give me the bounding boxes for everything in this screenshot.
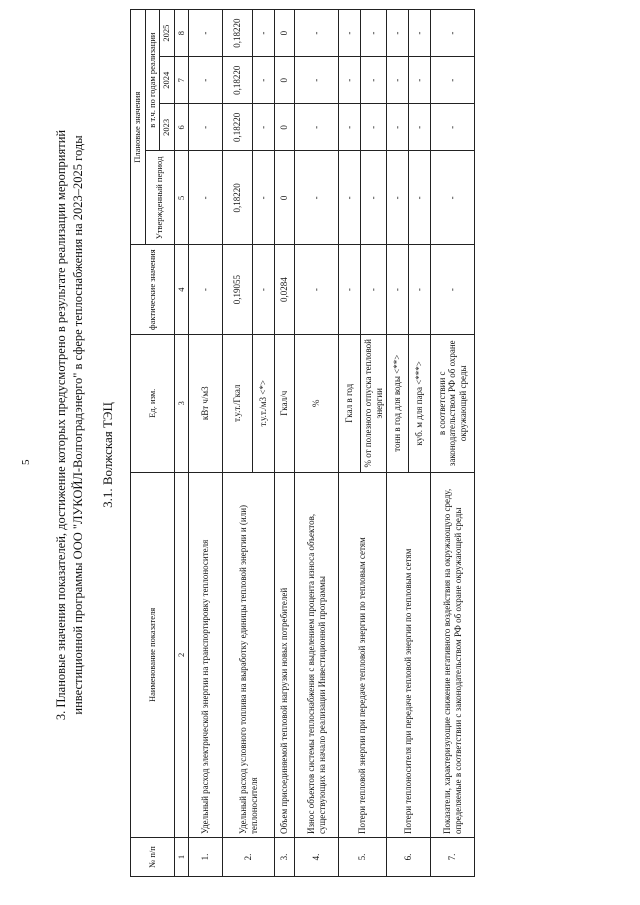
header-row-1 bbox=[131, 10, 146, 877]
approved-value: 0,18220 bbox=[223, 151, 253, 245]
header-by-years: в т.ч. по годам реализации bbox=[145, 10, 160, 151]
value-2024: - bbox=[189, 57, 223, 104]
value-2023: - bbox=[361, 104, 387, 151]
unit-cell: % bbox=[295, 334, 339, 472]
header-year-2025: 2025 bbox=[160, 10, 175, 57]
value-2024: - bbox=[409, 57, 431, 104]
table-row bbox=[339, 10, 361, 877]
unit-cell: % от полезного отпуска тепловой энергии bbox=[361, 334, 387, 472]
header-actual: фактические значения bbox=[131, 245, 175, 334]
actual-value: - bbox=[387, 245, 409, 334]
actual-value: - bbox=[431, 245, 475, 334]
col-number: 2 bbox=[174, 472, 189, 837]
actual-value: - bbox=[361, 245, 387, 334]
table-row bbox=[189, 10, 223, 877]
unit-cell: тонн в год для воды <**> bbox=[387, 334, 409, 472]
value-2025: - bbox=[295, 10, 339, 57]
row-num: 6. bbox=[387, 838, 431, 877]
value-2024: - bbox=[253, 57, 275, 104]
col-number: 8 bbox=[174, 10, 189, 57]
page-number: 5 bbox=[20, 459, 32, 465]
actual-value: - bbox=[409, 245, 431, 334]
col-number: 5 bbox=[174, 151, 189, 245]
value-2024: 0 bbox=[275, 57, 295, 104]
value-2024: 0,18220 bbox=[223, 57, 253, 104]
approved-value: - bbox=[387, 151, 409, 245]
approved-value: - bbox=[189, 151, 223, 245]
actual-value: - bbox=[295, 245, 339, 334]
actual-value: 0,0284 bbox=[275, 245, 295, 334]
value-2025: - bbox=[387, 10, 409, 57]
col-number: 6 bbox=[174, 104, 189, 151]
value-2024: - bbox=[339, 57, 361, 104]
header-unit: Ед. изм. bbox=[131, 334, 175, 472]
row-num: 1. bbox=[189, 838, 223, 877]
indicator-name: Потери теплоносителя при передаче тепловой энергии по тепловым сетям bbox=[387, 472, 431, 837]
unit-cell: куб. м для пара <***> bbox=[409, 334, 431, 472]
value-2024: - bbox=[431, 57, 475, 104]
col-number: 3 bbox=[174, 334, 189, 472]
indicator-name: Удельный расход условного топлива на выработку единицы тепловой энергии и (или) теплоносителя bbox=[223, 472, 275, 837]
approved-value: - bbox=[431, 151, 475, 245]
actual-value: - bbox=[189, 245, 223, 334]
value-2023: - bbox=[387, 104, 409, 151]
approved-value: - bbox=[361, 151, 387, 245]
indicator-name: Удельный расход электрической энергии на транспортировку теплоносителя bbox=[189, 472, 223, 837]
value-2023: - bbox=[295, 104, 339, 151]
col-number: 4 bbox=[174, 245, 189, 334]
approved-value: 0 bbox=[275, 151, 295, 245]
value-2023: - bbox=[189, 104, 223, 151]
header-planned-group: Плановые значения bbox=[131, 10, 146, 246]
value-2024: - bbox=[361, 57, 387, 104]
header-approved: Утвержденный период bbox=[145, 151, 174, 245]
value-2025: - bbox=[189, 10, 223, 57]
value-2024: - bbox=[295, 57, 339, 104]
unit-cell: в соответствии с законодательством РФ об охране окружающей среды bbox=[431, 334, 475, 472]
value-2025: - bbox=[253, 10, 275, 57]
unit-cell: Гкал в год bbox=[339, 334, 361, 472]
actual-value: - bbox=[253, 245, 275, 334]
table-row bbox=[223, 10, 253, 877]
value-2023: - bbox=[409, 104, 431, 151]
row-num: 7. bbox=[431, 838, 475, 877]
value-2023: 0,18220 bbox=[223, 104, 253, 151]
row-num: 5. bbox=[339, 838, 387, 877]
approved-value: - bbox=[295, 151, 339, 245]
header-year-2023: 2023 bbox=[160, 104, 175, 151]
value-2025: 0,18220 bbox=[223, 10, 253, 57]
indicator-name: Износ объектов системы теплоснабжения с выделением процента износа объектов, существующих на начало реализации Инвестиционной программы bbox=[295, 472, 339, 837]
header-year-2024: 2024 bbox=[160, 57, 175, 104]
actual-value: - bbox=[339, 245, 361, 334]
value-2025: - bbox=[431, 10, 475, 57]
approved-value: - bbox=[339, 151, 361, 245]
value-2023: - bbox=[253, 104, 275, 151]
value-2023: - bbox=[339, 104, 361, 151]
document-title-line-1: 3. Плановые значения показателей, достижение которых предусмотрено в результате реализации мероприятий bbox=[54, 129, 68, 721]
row-num: 4. bbox=[295, 838, 339, 877]
unit-cell: Гкал/ч bbox=[275, 334, 295, 472]
value-2025: - bbox=[339, 10, 361, 57]
col-number: 7 bbox=[174, 57, 189, 104]
col-number: 1 bbox=[174, 838, 189, 877]
unit-cell: т.у.т./Гкал bbox=[223, 334, 253, 472]
indicators-table bbox=[130, 9, 475, 877]
document-title-line-2: инвестиционной программы ООО "ЛУКОЙЛ-Волгоградэнерго" в сфере теплоснабжения на 2023–2025 годы bbox=[71, 135, 85, 715]
row-num: 3. bbox=[275, 838, 295, 877]
table-row bbox=[387, 10, 409, 877]
value-2025: - bbox=[409, 10, 431, 57]
section-title: 3.1. Волжская ТЭЦ bbox=[100, 402, 115, 508]
column-numbers-row bbox=[174, 10, 189, 877]
table-row bbox=[275, 10, 295, 877]
indicator-name: Объем присоединяемой тепловой нагрузки новых потребителей bbox=[275, 472, 295, 837]
header-num: № п/п bbox=[131, 838, 175, 877]
value-2024: - bbox=[387, 57, 409, 104]
value-2025: 0 bbox=[275, 10, 295, 57]
value-2023: - bbox=[431, 104, 475, 151]
unit-cell: т.у.т./м3 <*> bbox=[253, 334, 275, 472]
value-2025: - bbox=[361, 10, 387, 57]
actual-value: 0,19055 bbox=[223, 245, 253, 334]
value-2023: 0 bbox=[275, 104, 295, 151]
row-num: 2. bbox=[223, 838, 275, 877]
indicator-name: Показатели, характеризующие снижение негативного воздействия на окружающую среду, определяемые в соответствии с законодательством РФ об охране окружающей среды bbox=[431, 472, 475, 837]
approved-value: - bbox=[409, 151, 431, 245]
unit-cell: кВт ч/м3 bbox=[189, 334, 223, 472]
indicator-name: Потери тепловой энергии при передаче тепловой энергии по тепловым сетям bbox=[339, 472, 387, 837]
approved-value: - bbox=[253, 151, 275, 245]
header-name: Наименование показателя bbox=[131, 472, 175, 837]
table-row bbox=[431, 10, 475, 877]
table-row bbox=[295, 10, 339, 877]
